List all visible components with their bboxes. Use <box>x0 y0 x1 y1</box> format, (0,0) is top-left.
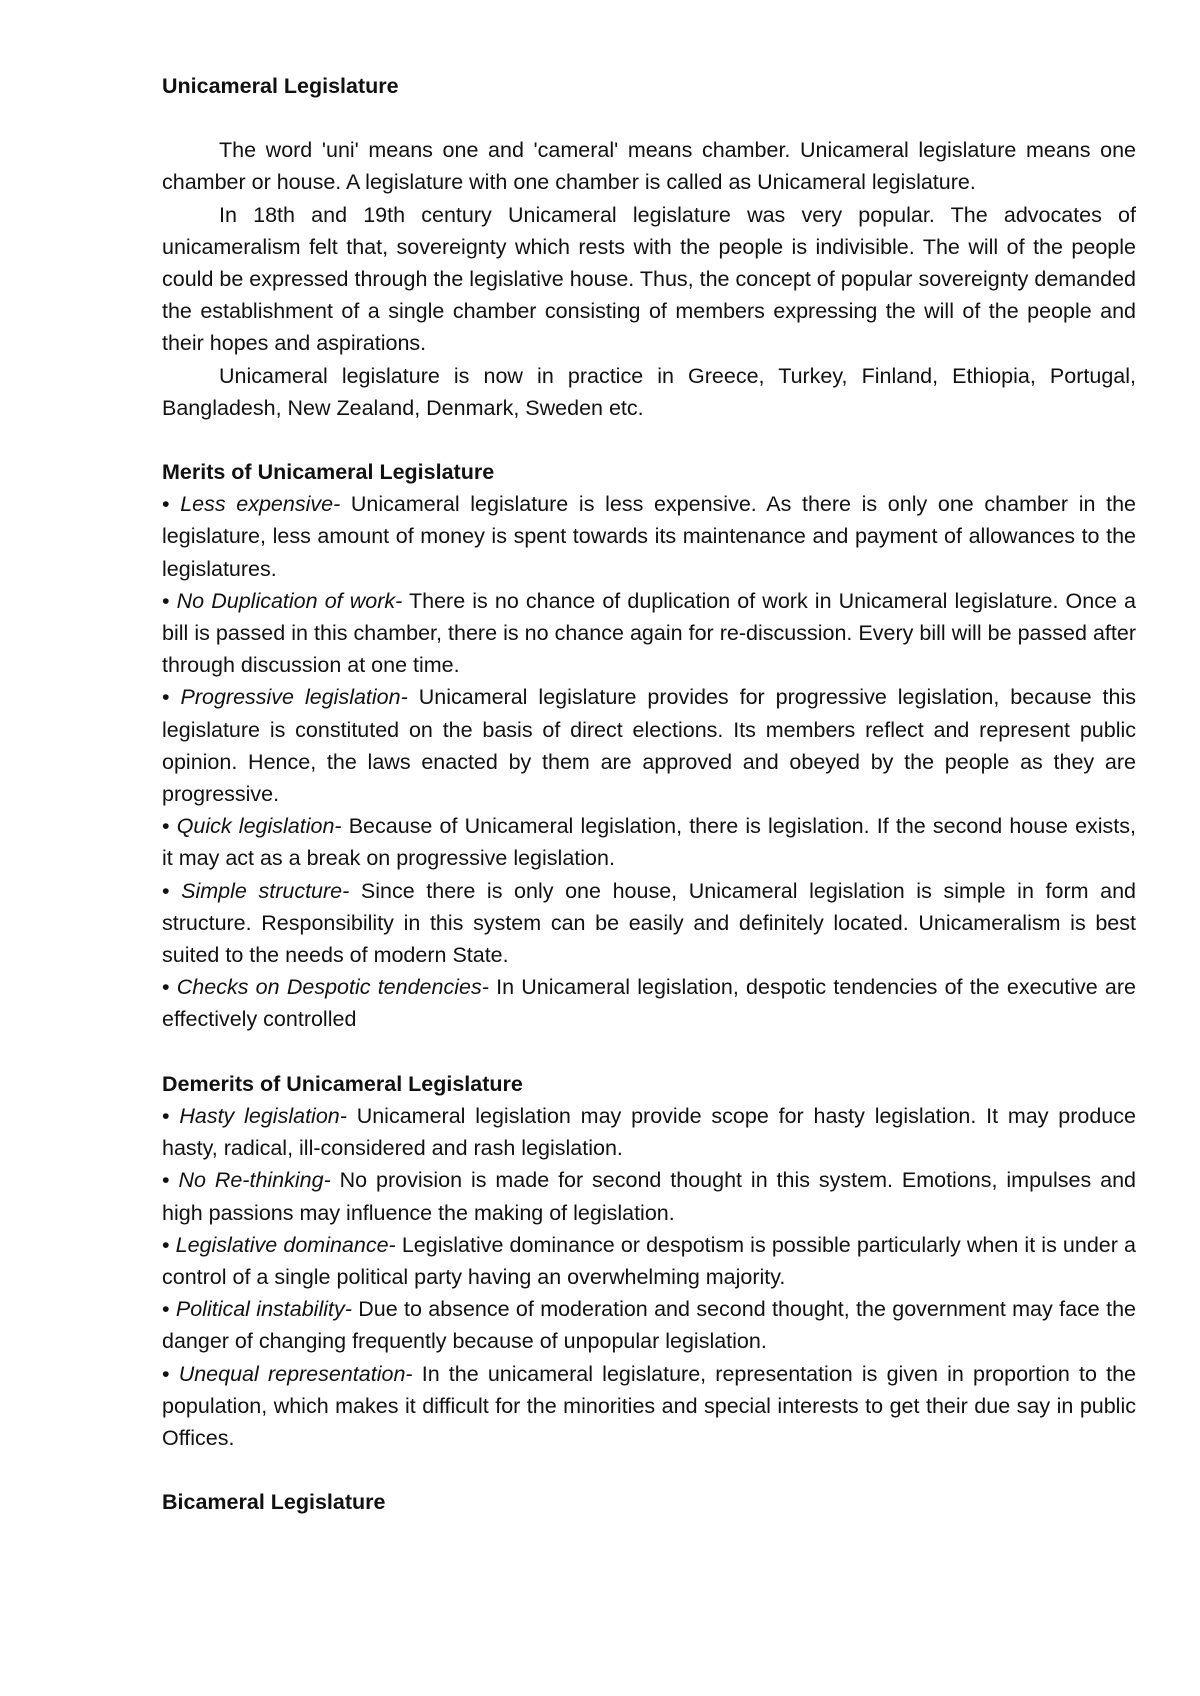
bullet-symbol: • <box>162 1361 170 1386</box>
bullet-symbol: • <box>162 1103 170 1128</box>
demerits-heading: Demerits of Unicameral Legislature <box>162 1071 523 1096</box>
merit-item <box>162 810 1136 874</box>
demerit-term: Unequal representation- <box>178 1361 413 1386</box>
merit-item <box>162 488 1136 585</box>
demerit-item <box>162 1293 1136 1357</box>
demerit-item <box>162 1358 1136 1455</box>
history-paragraph: In 18th and 19th century Unicameral legislature was very popular. The advocates of unicameralism felt that, sovereignty which rests with the people is indivisible. The will of the people could be expressed through the legislative house. Thus, the concept of popular sovereignty demanded the establishment of a single chamber consisting of members expressing the will of the people and their hopes and aspirations. <box>162 202 1136 356</box>
spacer <box>162 1454 1136 1486</box>
merit-text: Since there is only one house, Unicameral legislation is simple in form and structure. Responsibility in this system can be easily and definitely located. Unicameralism is best suited to the needs of modern State. <box>162 878 1137 968</box>
demerit-text: In the unicameral legislature, representation is given in proportion to the population, which makes it difficult for the minorities and special interests to get their due say in public Offices. <box>162 1361 1136 1450</box>
merit-text: In Unicameral legislation, despotic tendencies of the executive are effectively controlled <box>162 975 1136 1032</box>
bicameral-heading: Bicameral Legislature <box>162 1490 386 1515</box>
demerit-text: Legislative dominance or despotism is possible particularly when it is under a control of a single political party having an overwhelming majority. <box>162 1232 1136 1289</box>
demerit-term: Political instability- <box>175 1297 352 1322</box>
unicameral-heading: Unicameral Legislature <box>162 74 399 98</box>
demerit-item <box>162 1100 1136 1164</box>
merit-text: Unicameral legislature is less expensive. As there is only one chamber in the legislature, less amount of money is spent towards its maintenance and payment of allowances to the legislatures. <box>162 492 1136 581</box>
bullet-symbol: • <box>162 1297 170 1322</box>
merit-item <box>162 971 1136 1035</box>
merit-term: No Duplication of work- <box>176 588 403 613</box>
merit-term: Progressive legislation- <box>180 685 408 710</box>
merits-heading: Merits of Unicameral Legislature <box>162 460 495 485</box>
merit-item <box>162 585 1136 682</box>
demerit-text: Due to absence of moderation and second thought, the government may face the danger of changing frequently because of unpopular legislation. <box>162 1297 1136 1354</box>
demerit-term: Legislative dominance- <box>175 1232 396 1257</box>
demerit-item <box>162 1229 1136 1293</box>
bullet-symbol: • <box>162 1232 170 1257</box>
merit-term: Checks on Despotic tendencies- <box>176 975 489 1000</box>
merit-text: There is no chance of duplication of work in Unicameral legislature. Once a bill is passed in this chamber, there is no chance again for re-discussion. Every bill will be passed after through discussion at one time. <box>162 588 1136 678</box>
demerit-term: Hasty legislation- <box>179 1103 347 1128</box>
bullet-symbol: • <box>162 588 170 613</box>
bullet-symbol: • <box>162 1168 170 1193</box>
merit-item <box>162 875 1136 972</box>
bullet-symbol: • <box>162 878 170 903</box>
merit-term: Quick legislation- <box>176 814 342 839</box>
intro-paragraph: The word 'uni' means one and 'cameral' means chamber. Unicameral legislature means one chamber or house. A legislature with one chamber is called as Unicameral legislature. <box>162 138 1136 195</box>
spacer <box>162 424 1136 456</box>
merit-item <box>162 681 1136 810</box>
demerit-item <box>162 1164 1136 1228</box>
bullet-symbol: • <box>162 685 170 710</box>
spacer <box>162 1036 1136 1068</box>
merit-term: Simple structure- <box>181 878 350 903</box>
spacer <box>162 102 1136 134</box>
countries-paragraph: Unicameral legislature is now in practice in Greece, Turkey, Finland, Ethiopia, Portugal, Bangladesh, New Zealand, Denmark, Sweden etc. <box>162 363 1136 420</box>
merit-text: Unicameral legislature provides for progressive legislation, because this legislature is constituted on the basis of direct elections. Its members reflect and represent public opinion. Hence, the laws enacted by them are approved and obeyed by the people as they are progressive. <box>162 685 1137 807</box>
demerit-text: No provision is made for second thought in this system. Emotions, impulses and high passions may influence the making of legislation. <box>162 1168 1136 1225</box>
bullet-symbol: • <box>162 492 170 517</box>
bullet-symbol: • <box>162 975 170 1000</box>
demerit-text: Unicameral legislation may provide scope for hasty legislation. It may produce hasty, radical, ill-considered and rash legislation. <box>162 1103 1136 1161</box>
demerit-term: No Re-thinking- <box>178 1168 331 1193</box>
merit-term: Less expensive- <box>180 492 341 517</box>
document-page <box>162 70 1136 1518</box>
merit-text: Because of Unicameral legislation, there is legislation. If the second house exists, it may act as a break on progressive legislation. <box>162 814 1136 871</box>
bullet-symbol: • <box>162 814 170 839</box>
